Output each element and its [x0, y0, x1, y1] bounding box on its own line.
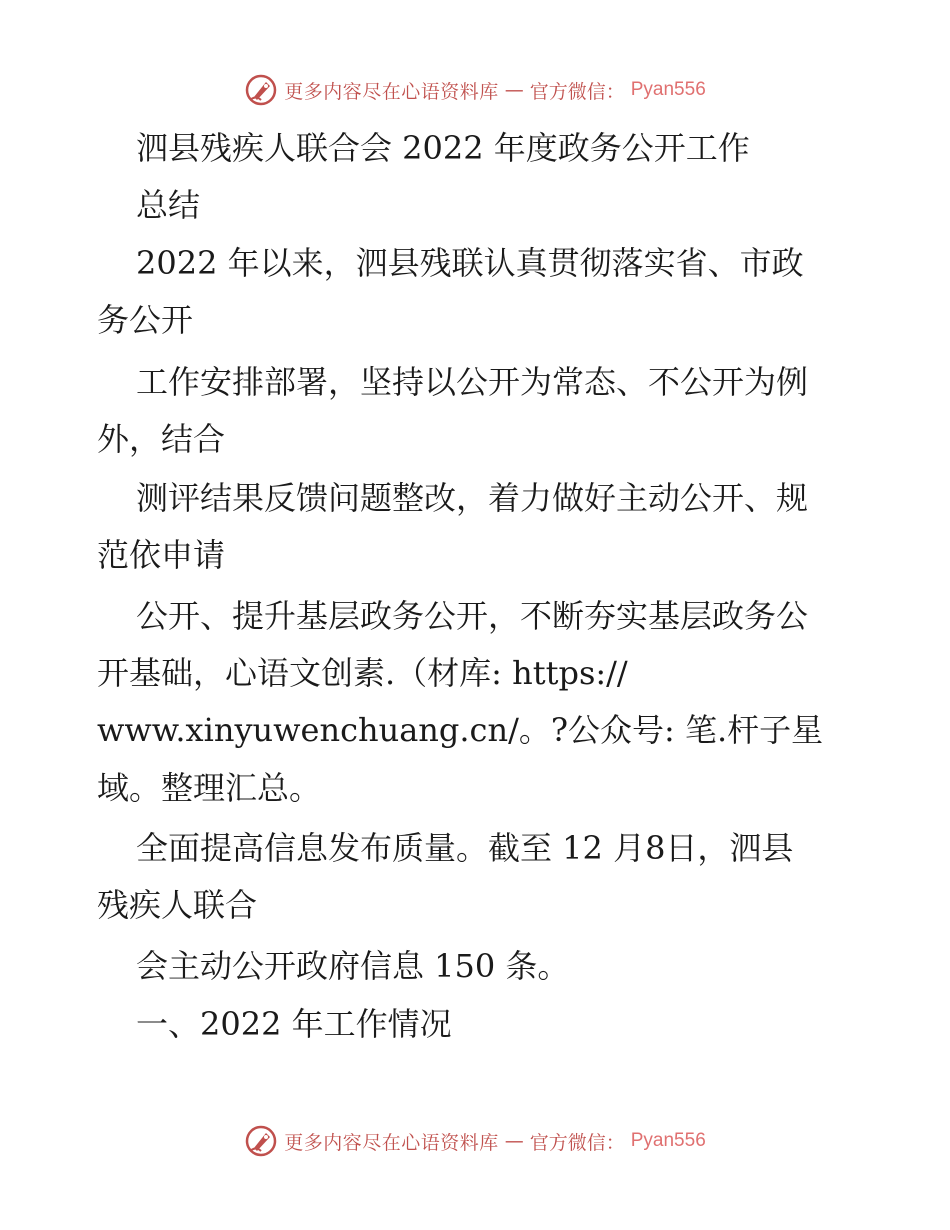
- banner-text: 更多内容尽在心语资料库: [284, 1131, 499, 1154]
- banner-wechat-id: Pyan556: [630, 79, 706, 100]
- banner-wechat-label: 官方微信：: [529, 1131, 625, 1154]
- footer-watermark-banner: [0, 1119, 950, 1163]
- paragraph-line: 工作安排部署，坚持以公开为常态、不公开为例: [136, 363, 809, 401]
- paragraph-line: 会主动公开政府信息 150 条。: [136, 947, 570, 985]
- paragraph-line: 开基础，心语文创素.（材库: https://: [97, 654, 628, 692]
- section-heading: 一、2022 年工作情况: [136, 1005, 452, 1043]
- banner-text: 更多内容尽在心语资料库: [284, 80, 499, 103]
- pen-nib-logo-icon: [244, 73, 278, 107]
- banner-wechat-label: 官方微信：: [529, 80, 625, 103]
- banner-wechat-id: Pyan556: [630, 1130, 706, 1151]
- banner-dash: —: [504, 1130, 524, 1152]
- pen-nib-logo-icon: [244, 1124, 278, 1158]
- banner-dash: —: [504, 79, 524, 101]
- paragraph-line: 公开、提升基层政务公开，不断夯实基层政务公: [136, 597, 809, 635]
- paragraph-line: 测评结果反馈问题整改，着力做好主动公开、规: [136, 479, 809, 517]
- document-title-line-1: 泗县残疾人联合会 2022 年度政务公开工作: [136, 129, 750, 167]
- paragraph-line: 全面提高信息发布质量。截至 12 月8日，泗县: [136, 829, 794, 867]
- paragraph-line: 外，结合: [97, 420, 226, 458]
- paragraph-line: 域。整理汇总。: [97, 769, 322, 807]
- header-watermark-banner: [0, 68, 950, 112]
- paragraph-line: 残疾人联合: [97, 886, 258, 924]
- paragraph-line: www.xinyuwenchuang.cn/。?公众号: 笔.杆子星: [97, 711, 824, 749]
- paragraph-line: 2022 年以来，泗县残联认真贯彻落实省、市政: [136, 244, 804, 282]
- document-title-line-2: 总结: [136, 186, 201, 224]
- paragraph-line: 范依申请: [97, 536, 226, 574]
- paragraph-line: 务公开: [97, 301, 194, 339]
